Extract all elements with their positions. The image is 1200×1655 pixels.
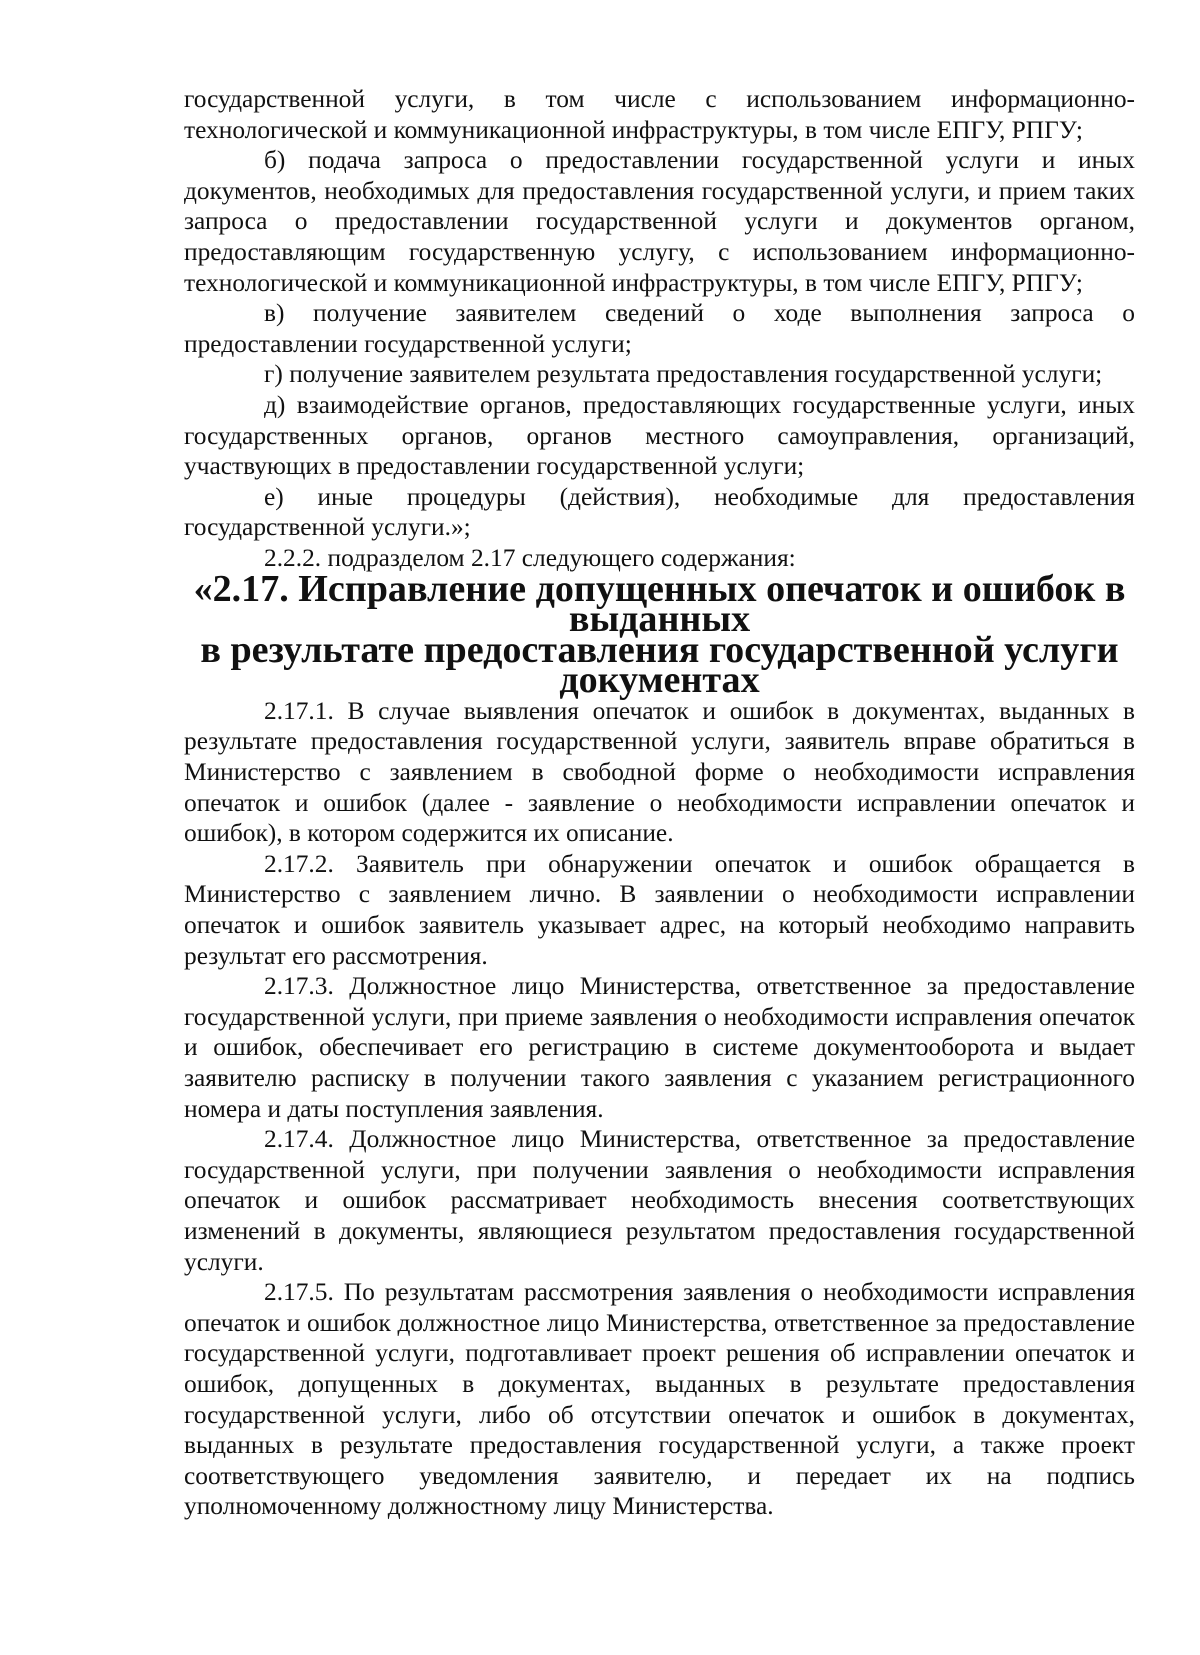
paragraph-item-g: г) получение заявителем результата предоставления государственной услуги; bbox=[264, 360, 1103, 389]
paragraph-2-17-5: 2.17.5. По результатам рассмотрения заявления о необходимости исправления опечаток и ошибок должностное лицо Министерства, ответственное за предоставление государственной услуги, подготавливает проект решения об исправлении опечаток и ошибок, допущенных в документах, выданных в результате предоставления государственной услуги, либо об отсутствии опечаток и ошибок в документах, выданных в результате предоставления государственной услуги, а также проект соответствующего уведомления заявителю, и передает их на подпись уполномоченному должностному лицу Министерства. bbox=[184, 1278, 1135, 1521]
paragraph-2-17-4: 2.17.4. Должностное лицо Министерства, ответственное за предоставление государственной услуги, при получении заявления о необходимости исправления опечаток и ошибок рассматривает необходимость внесения соответствующих изменений в документы, являющиеся результатом предоставления государственной услуги. bbox=[184, 1125, 1135, 1276]
section-heading-2-17 bbox=[184, 567, 1135, 702]
paragraph-2-17-2: 2.17.2. Заявитель при обнаружении опечаток и ошибок обращается в Министерство с заявлением лично. В заявлении о необходимости исправлении опечаток и ошибок заявитель указывает адрес, на который необходимо направить результат его рассмотрения. bbox=[184, 849, 1135, 970]
section-heading-line-1: «2.17. Исправление допущенных опечаток и ошибок в выданных bbox=[193, 567, 1126, 641]
paragraph-item-e: е) иные процедуры (действия), необходимые для предоставления государственной услуги.»; bbox=[184, 482, 1135, 542]
paragraph-item-d: д) взаимодействие органов, предоставляющих государственные услуги, иных государственных органов, органов местного самоуправления, организаций, участвующих в предоставлении государственной услуги; bbox=[184, 390, 1135, 481]
paragraph-2-17-3: 2.17.3. Должностное лицо Министерства, ответственное за предоставление государственной услуги, при приеме заявления о необходимости исправления опечаток и ошибок, обеспечивает его регистрацию в системе документооборота и выдает заявителю расписку в получении такого заявления с указанием регистрационного номера и даты поступления заявления. bbox=[184, 972, 1135, 1123]
paragraph-item-v: в) получение заявителем сведений о ходе выполнения запроса о предоставлении государственной услуги; bbox=[184, 299, 1135, 358]
paragraph-item-b: б) подача запроса о предоставлении государственной услуги и иных документов, необходимых для предоставления государственной услуги, и прием таких запроса о предоставлении государственной услуги и документов органом, предоставляющим государственную услугу, с использованием информационно-технологической и коммуникационной инфраструктуры, в том числе ЕПГУ, РПГУ; bbox=[184, 146, 1135, 297]
document-page bbox=[184, 84, 1135, 1522]
section-heading-line-2: в результате предоставления государственной услуги документах bbox=[200, 628, 1119, 702]
paragraph-2-17-1: 2.17.1. В случае выявления опечаток и ошибок в документах, выданных в результате предоставления государственной услуги, заявитель вправе обратиться в Министерство с заявлением в свободной форме о необходимости исправления опечаток и ошибок (далее - заявление о необходимости исправлении опечаток и ошибок), в котором содержится их описание. bbox=[184, 696, 1135, 848]
paragraph-continuation: государственной услуги, в том числе с использованием информационно-технологической и коммуникационной инфраструктуры, в том числе ЕПГУ, РПГУ; bbox=[184, 85, 1135, 144]
paragraph-2-2-2: 2.2.2. подразделом 2.17 следующего содержания: bbox=[264, 543, 796, 572]
